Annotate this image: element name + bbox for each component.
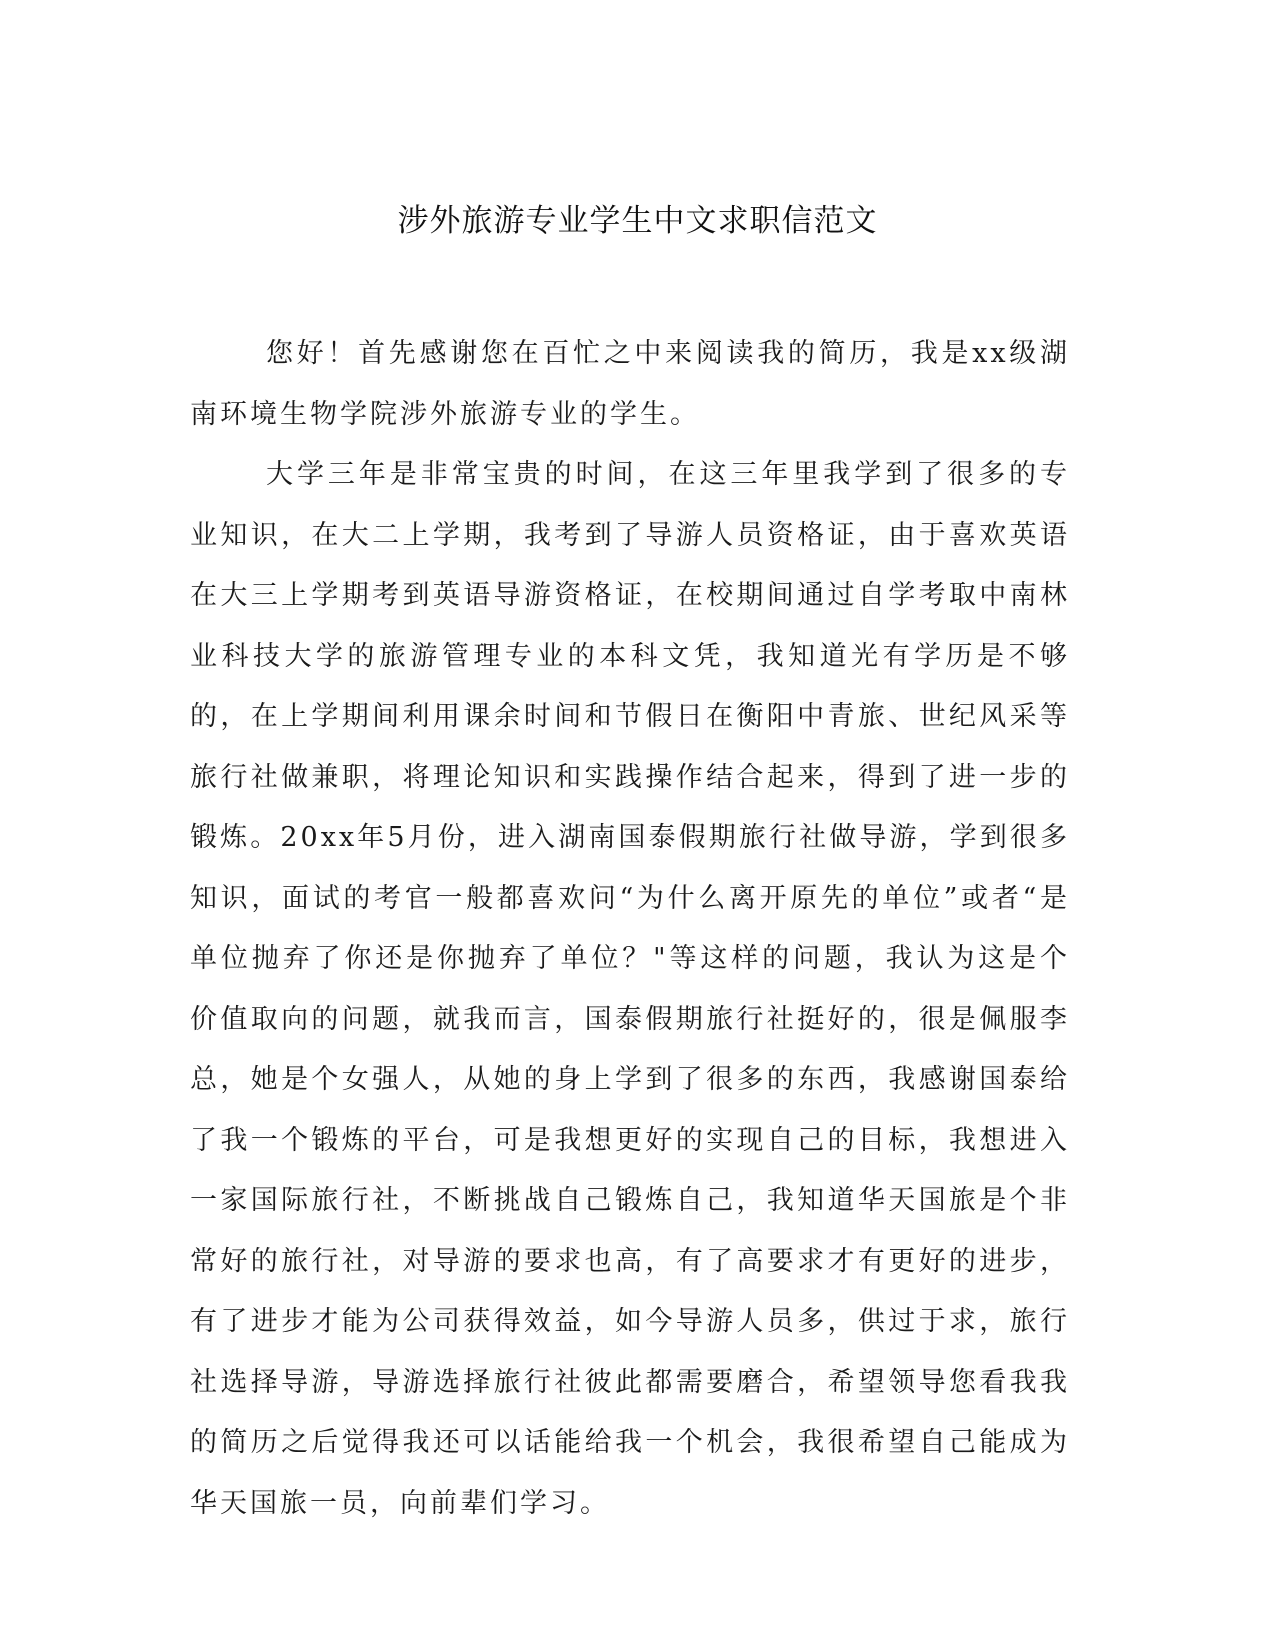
paragraph-greeting: 您好！首先感谢您在百忙之中来阅读我的简历，我是xx级湖南环境生物学院涉外旅游专业的学生。	[190, 338, 1070, 430]
document-title: 涉外旅游专业学生中文求职信范文	[397, 203, 878, 239]
document-body	[190, 324, 1070, 1534]
paragraph-main: 大学三年是非常宝贵的时间，在这三年里我学到了很多的专业知识，在大二上学期，我考到了导游人员资格证，由于喜欢英语在大三上学期考到英语导游资格证，在校期间通过自学考取中南林业科技大学的旅游管理专业的本科文凭，我知道光有学历是不够的，在上学期间利用课余时间和节假日在衡阳中青旅、世纪风采等旅行社做兼职，将理论知识和实践操作结合起来，得到了进一步的锻炼。20xx年5月份，进入湖南国泰假期旅行社做导游，学到很多知识，面试的考官一般都喜欢问“为什么离开原先的单位”或者“是单位抛弃了你还是你抛弃了单位？"等这样的问题，我认为这是个价值取向的问题，就我而言，国泰假期旅行社挺好的，很是佩服李总，她是个女强人，从她的身上学到了很多的东西，我感谢国泰给了我一个锻炼的平台，可是我想更好的实现自己的目标，我想进入一家国际旅行社，不断挑战自己锻炼自己，我知道华天国旅是个非常好的旅行社，对导游的要求也高，有了高要求才有更好的进步，有了进步才能为公司获得效益，如今导游人员多，供过于求，旅行社选择导游，导游选择旅行社彼此都需要磨合，希望领导您看我我的简历之后觉得我还可以话能给我一个机会，我很希望自己能成为华天国旅一员，向前辈们学习。	[190, 459, 1070, 1519]
